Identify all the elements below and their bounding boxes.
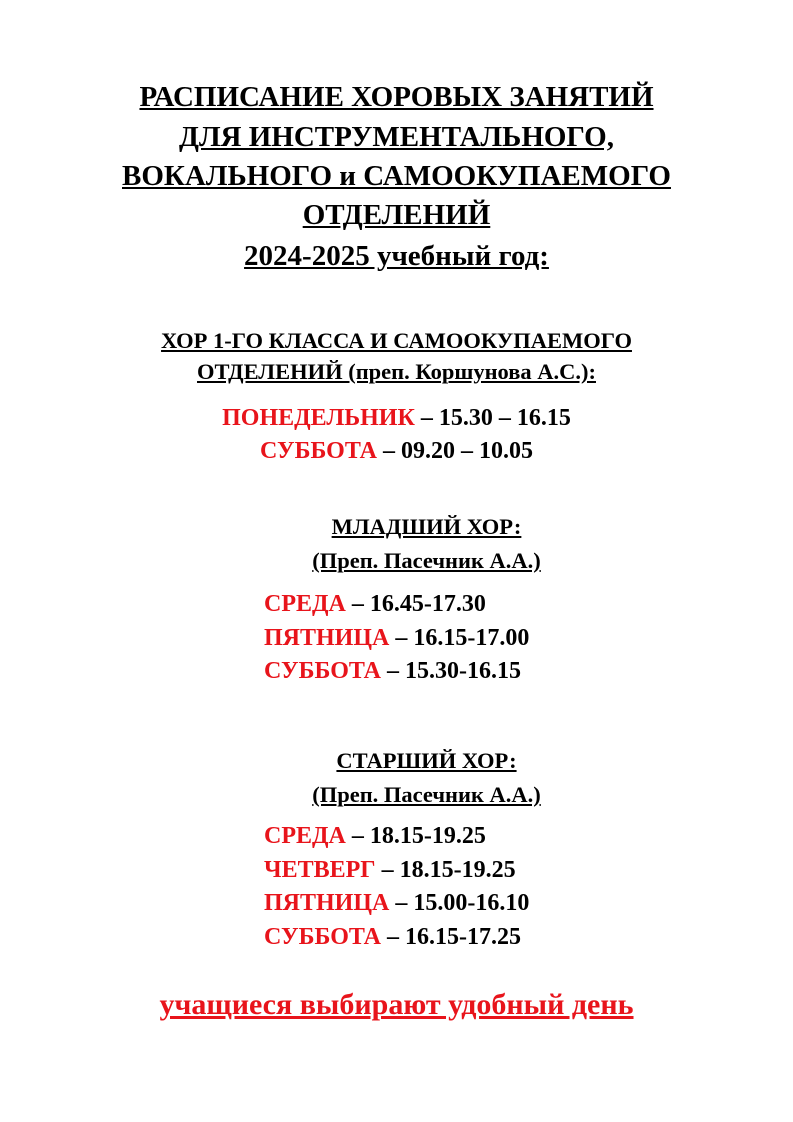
schedule-row (264, 588, 529, 622)
title-line-4: ОТДЕЛЕНИЙ (302, 199, 491, 231)
schedule-row (264, 622, 529, 656)
junior-choir-schedule (264, 588, 529, 689)
choir-1-heading-line-1: ХОР 1-ГО КЛАССА И САМООКУПАЕМОГО (161, 328, 632, 353)
schedule-day: СРЕДА (264, 591, 346, 617)
senior-choir-teacher: (Преп. Пасечник А.А.) (312, 782, 541, 807)
junior-choir-heading: МЛАДШИЙ ХОР: (331, 514, 522, 539)
schedule-time: – 15.30 – 16.15 (414, 405, 571, 431)
choir-1-heading-line-2: ОТДЕЛЕНИЙ (преп. Коршунова А.С.): (197, 359, 596, 384)
schedule-row (264, 854, 529, 888)
choir-1-schedule-row (0, 401, 793, 435)
title-line-3: ВОКАЛЬНОГО и САМООКУПАЕМОГО (122, 160, 671, 192)
schedule-row (264, 655, 529, 689)
schedule-day: ПОНЕДЕЛЬНИК (222, 405, 415, 431)
schedule-time: – 09.20 – 10.05 (377, 438, 533, 464)
schedule-day: СРЕДА (264, 823, 346, 849)
schedule-time: – 15.30-16.15 (381, 658, 522, 684)
choir-1-schedule-row (0, 434, 793, 468)
schedule-time: – 18.15-19.25 (375, 856, 516, 883)
schedule-time: – 18.15-19.25 (345, 823, 486, 849)
schedule-day: ПЯТНИЦА (264, 890, 390, 916)
senior-choir-schedule (264, 820, 529, 954)
schedule-time: – 16.15-17.00 (389, 624, 530, 651)
schedule-time: – 16.15-17.25 (381, 923, 522, 950)
schedule-day: СУББОТА (264, 923, 382, 950)
schedule-day: СУББОТА (259, 438, 377, 464)
title-line-1: РАСПИСАНИЕ ХОРОВЫХ ЗАНЯТИЙ (139, 81, 654, 113)
senior-choir-heading: СТАРШИЙ ХОР: (336, 748, 517, 773)
schedule-day: СУББОТА (264, 658, 382, 684)
schedule-row (264, 921, 529, 955)
title-line-5-school-year: 2024-2025 учебный год: (244, 240, 549, 272)
schedule-day: ЧЕТВЕРГ (264, 856, 376, 883)
schedule-day: ПЯТНИЦА (264, 624, 390, 651)
schedule-row (264, 887, 529, 921)
junior-choir-teacher: (Преп. Пасечник А.А.) (312, 548, 541, 573)
schedule-time: – 16.45-17.30 (345, 591, 486, 617)
title-line-2: ДЛЯ ИНСТРУМЕНТАЛЬНОГО, (179, 121, 614, 153)
schedule-time: – 15.00-16.10 (389, 890, 530, 916)
schedule-row (264, 820, 529, 854)
footer-note: учащиеся выбирают удобный день (159, 988, 634, 1021)
